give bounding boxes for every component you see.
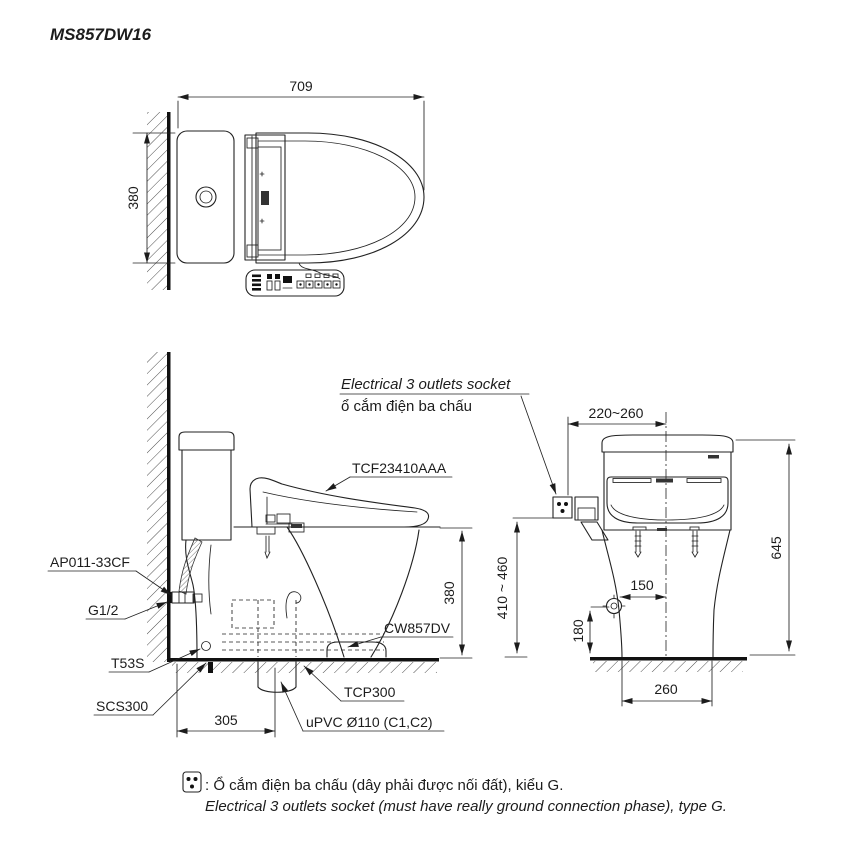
- dimension-socket-height: [494, 518, 572, 657]
- label-washlet: [326, 460, 452, 491]
- dim-socket-offset-value: 220~260: [588, 405, 644, 421]
- dim-outlet-offset-value: 305: [214, 712, 238, 728]
- socket-icon: [553, 497, 572, 518]
- dim-inlet-height-value: 180: [570, 619, 586, 643]
- wall-line-side: [167, 352, 171, 662]
- dimension-rim-height: [440, 531, 472, 658]
- top-view: [125, 78, 424, 296]
- dim-top-width-value: 709: [289, 78, 313, 94]
- dimension-drain-offset: [620, 577, 666, 597]
- floor-line-side: [167, 658, 439, 662]
- label-bowl: [348, 620, 453, 647]
- dimension-outlet-offset: [177, 664, 275, 737]
- svg-text:TCF23410AAA: TCF23410AAA: [352, 460, 447, 476]
- t53s-target: [202, 642, 211, 651]
- dimension-inlet-height: [570, 607, 609, 653]
- dim-socket-height-value: 410 ~ 460: [494, 556, 510, 620]
- stop-valve: [172, 592, 194, 603]
- svg-text:T53S: T53S: [111, 655, 145, 671]
- floor-line-rear: [590, 657, 747, 661]
- washlet-unit-top: [245, 135, 285, 260]
- dim-total-height-value: 645: [768, 536, 784, 560]
- remote-cable: [299, 263, 340, 279]
- footnote-en: Electrical 3 outlets socket (must have really ground connection phase), type G.: [205, 798, 727, 815]
- dim-rim-height-value: 380: [441, 581, 457, 605]
- svg-text:SCS300: SCS300: [96, 698, 149, 714]
- nozzle-mark: [261, 191, 269, 205]
- floor-hatch-rear: [593, 661, 743, 672]
- drain-pipe: [258, 687, 296, 692]
- tank-rear-outline: [602, 435, 733, 557]
- footnote: [183, 772, 727, 815]
- tank-top-outline: [177, 131, 234, 263]
- logo-mark: [708, 455, 719, 459]
- svg-text:AP011-33CF: AP011-33CF: [50, 554, 130, 570]
- supply-hose: [179, 538, 202, 594]
- socket-callout: [340, 376, 556, 494]
- dimension-total-height: [736, 440, 795, 655]
- wall-hatch-side: [147, 352, 167, 662]
- svg-text:G1/2: G1/2: [88, 602, 119, 618]
- floor-bolt: [208, 662, 213, 673]
- side-view: [48, 352, 572, 737]
- socket-callout-en: Electrical 3 outlets socket: [341, 376, 511, 393]
- svg-text:uPVC Ø110 (C1,C2): uPVC Ø110 (C1,C2): [306, 714, 433, 730]
- dim-base-width-value: 260: [654, 681, 678, 697]
- page-title: MS857DW16: [50, 25, 152, 44]
- socket-note-icon: [183, 772, 201, 792]
- refill-hook: [286, 592, 301, 618]
- socket-callout-vi: ổ cắm điện ba chấu: [341, 398, 472, 415]
- dim-drain-offset-value: 150: [630, 577, 654, 593]
- washlet-rear-band: [607, 477, 728, 523]
- drain-inlet-mark: [603, 595, 625, 618]
- dimension-top-width: [178, 78, 424, 190]
- remote-control: [246, 270, 344, 296]
- svg-text:CW857DV: CW857DV: [384, 620, 451, 636]
- dim-top-depth-value: 380: [125, 186, 141, 210]
- footnote-vi: : Ổ cắm điện ba chấu (dây phải được nối đất), kiểu G.: [205, 777, 564, 794]
- rear-view: [553, 405, 795, 706]
- svg-text:TCP300: TCP300: [344, 684, 396, 700]
